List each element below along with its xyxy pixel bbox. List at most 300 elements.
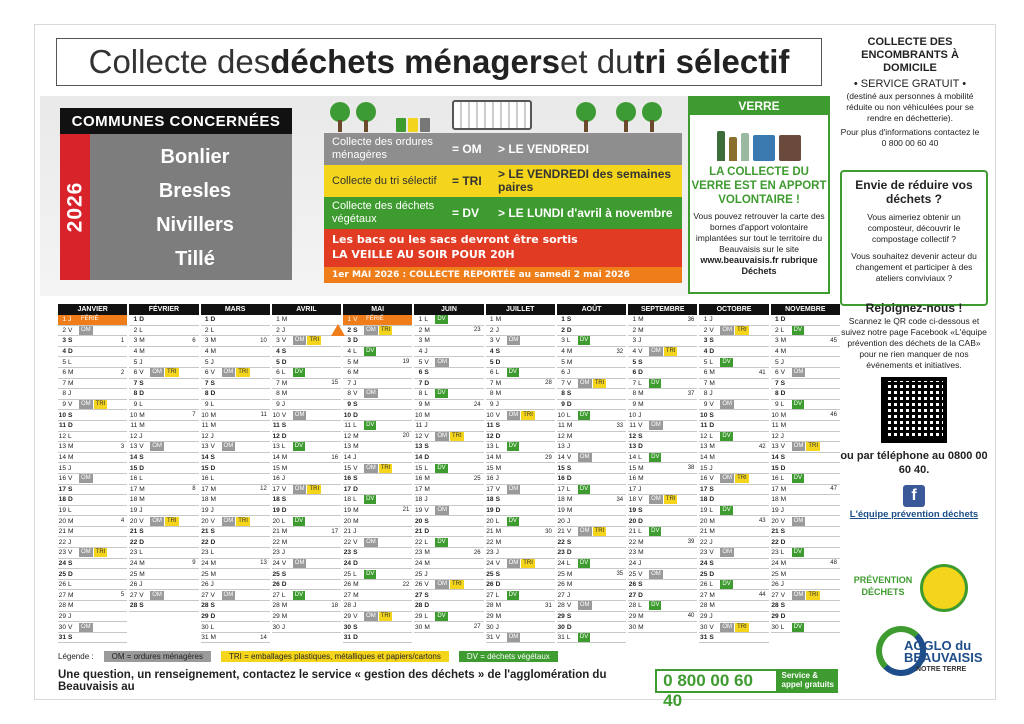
day-number: 15 [771,464,779,472]
day-letter: V [780,591,786,599]
week-number: 16 [331,454,339,461]
day-letter: M [210,422,217,430]
day-letter: M [638,549,644,557]
day-number: 26 [414,581,423,589]
week-number: 43 [758,518,766,525]
day-number: 29 [771,612,779,620]
day-number: 10 [201,411,209,419]
day-letter: S [638,581,643,589]
day-number: 3 [62,337,66,345]
day-number: 29 [557,612,565,620]
day-number: 8 [418,390,423,398]
day-number: 20 [414,517,423,525]
day-letter: J [68,316,72,324]
day-letter: M [495,602,502,610]
day-number: 13 [201,443,209,451]
day-letter: J [638,485,642,493]
collection-tag-dv: DV [508,443,517,450]
day-number: 27 [700,591,708,599]
collection-tag-tri: TRI [166,517,177,524]
day-number: 1 [632,316,637,324]
month-header: MAI [343,304,412,315]
day-number: 22 [486,538,494,546]
day-number: 25 [58,570,66,578]
day-number: 2 [204,326,209,334]
day-letter: J [566,443,571,451]
verre-link[interactable]: www.beauvaisis.fr rubrique Déchets [700,255,818,276]
notice-line-2: LA VEILLE AU SOIR POUR 20H [332,248,515,261]
day-letter: S [68,485,73,493]
day-row [414,432,483,443]
month-header: MARS [201,304,270,315]
collection-tag-tri: TRI [737,623,747,630]
day-number: 25 [129,570,138,578]
day-letter: M [495,390,502,398]
day-row [129,569,198,580]
illustration-row [330,96,680,132]
day-letter: V [210,443,215,451]
day-letter: M [424,485,430,493]
day-number: 21 [771,528,779,536]
day-row [699,548,768,559]
collection-tag-dv: DV [366,496,375,503]
day-letter: M [281,612,288,620]
collection-tag-dv: DV [579,634,589,641]
day-row [557,347,626,358]
month-column [129,304,198,643]
day-letter: M [638,326,644,334]
day-number: 5 [133,358,138,366]
day-row [129,474,198,485]
day-letter: S [353,401,358,409]
collection-tag-om: OM [437,506,447,513]
day-letter: V [424,358,429,366]
day-number: 5 [489,358,494,366]
day-row [201,474,270,485]
day-row [343,453,412,464]
collection-tag-dv: DV [651,528,660,535]
day-letter: J [139,506,143,514]
collection-tag-om: OM [508,559,519,566]
day-row [414,442,483,453]
day-number: 22 [201,538,209,546]
day-row [201,421,270,432]
day-letter: J [281,549,286,557]
day-number: 21 [201,528,209,536]
day-row [58,400,127,411]
schedule-label: Collecte des ordures ménagères [332,136,433,161]
day-letter: M [709,443,715,451]
day-letter: D [281,581,287,589]
day-row [343,548,412,559]
day-number: 14 [129,454,138,462]
collection-tag-dv: DV [437,538,446,545]
day-number: 3 [632,337,637,345]
day-number: 8 [489,390,494,398]
day-letter: M [495,612,502,620]
day-row [58,453,127,464]
day-number: 23 [486,549,494,557]
week-number: 6 [192,337,196,344]
day-row [272,485,341,496]
day-letter: V [281,337,287,345]
day-number: 10 [58,411,66,419]
day-letter: J [139,358,143,366]
day-number: 20 [58,517,66,525]
day-letter: S [709,559,714,567]
day-number: 16 [343,475,352,483]
day-row [628,527,697,538]
tree-icon [356,102,376,132]
week-number: 26 [473,549,481,556]
day-letter: M [139,422,145,430]
holiday-tag: FÉRIÉ [366,316,384,323]
encombrants-title: COLLECTE DES ENCOMBRANTS À DOMICILE [861,36,959,74]
day-number: 5 [347,358,352,366]
day-letter: V [566,528,572,536]
week-number: 7 [192,412,196,419]
day-letter: L [139,326,143,334]
week-number: 38 [687,465,695,472]
day-letter: J [495,401,499,409]
collection-tag-om: OM [366,464,376,471]
day-number: 14 [486,454,494,462]
day-row [486,379,555,390]
day-row [486,527,555,538]
day-row [699,485,768,496]
day-row [699,601,768,612]
day-letter: M [638,538,644,546]
day-row [343,463,412,474]
day-row [628,516,697,527]
day-number: 16 [771,475,779,483]
day-row [699,379,768,390]
day-row [699,474,768,485]
day-number: 2 [774,326,779,334]
day-letter: M [281,379,288,387]
day-number: 18 [58,496,66,504]
day-row [486,326,555,337]
day-number: 3 [347,337,352,345]
day-number: 13 [58,443,66,451]
week-number: 13 [260,560,267,567]
day-number: 28 [486,602,494,610]
month-header: AVRIL [272,304,341,315]
day-letter: L [709,432,714,440]
day-row [414,601,483,612]
day-row [628,548,697,559]
day-number: 18 [486,496,494,504]
day-number: 11 [344,422,352,430]
tree-icon [330,102,350,132]
day-row [272,357,341,368]
day-number: 31 [557,634,565,642]
day-row [771,432,840,443]
day-number: 24 [771,559,779,567]
day-number: 2 [418,326,423,334]
day-number: 11 [201,422,209,430]
day-row [58,548,127,559]
day-row [201,389,270,400]
day-number: 10 [486,411,494,419]
day-row [58,495,127,506]
day-number: 29 [628,612,637,620]
day-number: 1 [703,316,708,324]
facebook-link[interactable]: L'équipe prévention déchets [849,509,979,520]
day-letter: L [709,506,714,514]
day-letter: S [139,454,144,462]
collection-tag-om: OM [508,485,519,492]
month-column [201,304,270,643]
day-letter: M [210,634,217,642]
day-letter: S [281,570,287,578]
day-letter: D [210,316,216,324]
day-row [557,633,626,644]
collection-tag-tri: TRI [238,517,248,524]
day-row [343,527,412,538]
day-row [557,315,626,326]
day-letter: J [353,602,357,610]
day-letter: J [780,506,784,514]
week-number: 36 [687,316,695,323]
week-number: 15 [331,380,339,387]
day-letter: M [709,528,715,536]
day-row [58,463,127,474]
day-row [201,357,270,368]
day-number: 21 [557,528,565,536]
day-number: 4 [418,348,423,356]
day-row [557,485,626,496]
day-row [343,569,412,580]
day-number: 7 [418,379,423,387]
day-letter: J [638,411,642,419]
day-letter: L [353,348,357,356]
day-number: 16 [129,475,138,483]
day-number: 1 [561,316,565,324]
day-row [58,527,127,538]
month-header: FÉVRIER [129,304,198,315]
day-row [414,548,483,559]
garbage-truck-icon [452,100,532,130]
day-number: 17 [771,485,779,493]
day-letter: M [353,581,359,589]
collection-tag-om: OM [793,591,804,598]
day-row [129,326,198,337]
day-row [58,410,127,421]
day-row [201,569,270,580]
week-number: 5 [120,592,125,599]
footer-phone[interactable]: 0 800 00 60 40 [655,669,777,693]
collection-tag-dv: DV [722,432,731,439]
week-number: 45 [830,337,837,344]
day-letter: M [780,411,787,419]
day-row [699,612,768,623]
day-letter: J [566,591,571,599]
day-row [272,400,341,411]
day-letter: L [68,432,72,440]
day-number: 26 [700,581,708,589]
day-number: 18 [129,496,138,504]
day-letter: S [139,528,144,536]
day-letter: M [210,559,217,567]
tree-icon [642,102,662,132]
day-number: 30 [771,623,779,631]
day-row [486,368,555,379]
day-number: 8 [632,390,637,398]
day-row [771,559,840,570]
facebook-icon[interactable]: f [903,485,925,507]
collection-tag-om: OM [508,337,519,344]
collection-tag-tri: TRI [594,379,605,386]
day-row [272,495,341,506]
collection-tag-dv: DV [437,390,446,397]
day-letter: J [281,623,286,631]
day-letter: M [495,454,502,462]
week-number: 21 [402,507,410,514]
day-row [771,612,840,623]
day-row [557,612,626,623]
day-row [201,559,270,570]
day-letter: S [210,454,215,462]
day-letter: J [709,538,713,546]
day-letter: D [709,348,715,356]
qr-code-icon[interactable] [881,377,947,443]
day-row [486,432,555,443]
collection-tag-dv: DV [793,475,802,482]
day-letter: L [709,358,714,366]
day-letter: L [424,464,428,472]
year-badge [60,134,90,280]
day-letter: V [566,454,572,462]
collection-tag-om: OM [793,369,804,376]
day-letter: L [566,411,571,419]
day-row [129,590,198,601]
day-letter: D [566,326,572,334]
day-number: 25 [557,570,565,578]
day-letter: J [566,517,571,525]
day-number: 18 [414,496,423,504]
day-letter: L [210,475,215,483]
schedule-code: = OM [452,142,482,156]
day-row [486,590,555,601]
day-number: 5 [204,358,209,366]
day-number: 24 [272,559,280,567]
day-row [699,506,768,517]
day-number: 4 [703,348,708,356]
day-letter: M [68,454,74,462]
legend [58,649,558,663]
day-row [771,495,840,506]
day-number: 14 [557,454,565,462]
collection-tag-om: OM [366,326,376,333]
day-letter: L [709,581,714,589]
week-number: 48 [830,560,837,567]
day-row [557,421,626,432]
collection-tag-tri: TRI [309,337,320,344]
day-row [557,442,626,453]
day-row [486,336,555,347]
bin-icon [396,118,406,132]
day-number: 25 [628,570,637,578]
day-number: 3 [703,337,708,345]
day-letter: M [780,422,787,430]
day-row [486,410,555,421]
day-letter: M [424,411,430,419]
day-number: 29 [58,612,66,620]
day-number: 7 [561,379,565,387]
day-letter: D [353,411,358,419]
day-row [557,622,626,633]
day-number: 26 [557,581,565,589]
day-row [414,590,483,601]
day-row [201,368,270,379]
commune-item: Bonlier [160,146,230,168]
day-letter: J [281,401,286,409]
day-number: 9 [703,401,708,409]
day-letter: S [210,602,215,610]
day-row [58,569,127,580]
day-number: 9 [133,401,138,409]
day-number: 25 [771,570,779,578]
day-letter: S [780,528,786,536]
collection-tag-om: OM [437,358,447,365]
day-row [414,527,483,538]
day-letter: J [210,432,214,440]
day-number: 1 [276,316,280,324]
month-column [272,304,341,643]
schedule-table [324,133,682,283]
collection-tag-om: OM [508,634,519,641]
day-number: 11 [558,422,565,430]
week-number: 22 [402,581,410,588]
day-letter: S [139,602,144,610]
day-letter: D [353,337,358,345]
day-row [414,580,483,591]
day-letter: L [210,623,215,631]
day-row [129,485,198,496]
day-row [486,453,555,464]
day-number: 19 [414,506,423,514]
tree-icon [616,102,636,132]
day-row [272,601,341,612]
day-letter: D [210,612,216,620]
day-letter: S [780,379,786,387]
day-number: 25 [201,570,209,578]
day-number: 13 [414,443,423,451]
glass-bottles-icon [696,119,822,161]
day-row [129,421,198,432]
day-letter: V [495,485,500,493]
day-number: 21 [414,528,423,536]
rejoignez-text: Scannez le QR code ci-dessous et suivez notre page Facebook «L'équipe prévention des déchets de la CAB» pour ne rien manquer de nos événements et initiatives. [841,316,987,370]
collection-tag-om: OM [508,411,519,418]
day-letter: M [424,623,430,631]
day-row [557,590,626,601]
day-letter: V [638,570,643,578]
day-row [628,315,697,326]
schedule-code: = DV [452,206,480,220]
day-number: 22 [557,538,565,546]
day-number: 11 [629,422,637,430]
day-row [343,379,412,390]
day-row [771,506,840,517]
day-row [343,336,412,347]
day-letter: M [139,570,145,578]
day-row [771,537,840,548]
collection-tag-tri: TRI [808,591,818,598]
day-number: 24 [343,559,352,567]
day-row [201,633,270,644]
